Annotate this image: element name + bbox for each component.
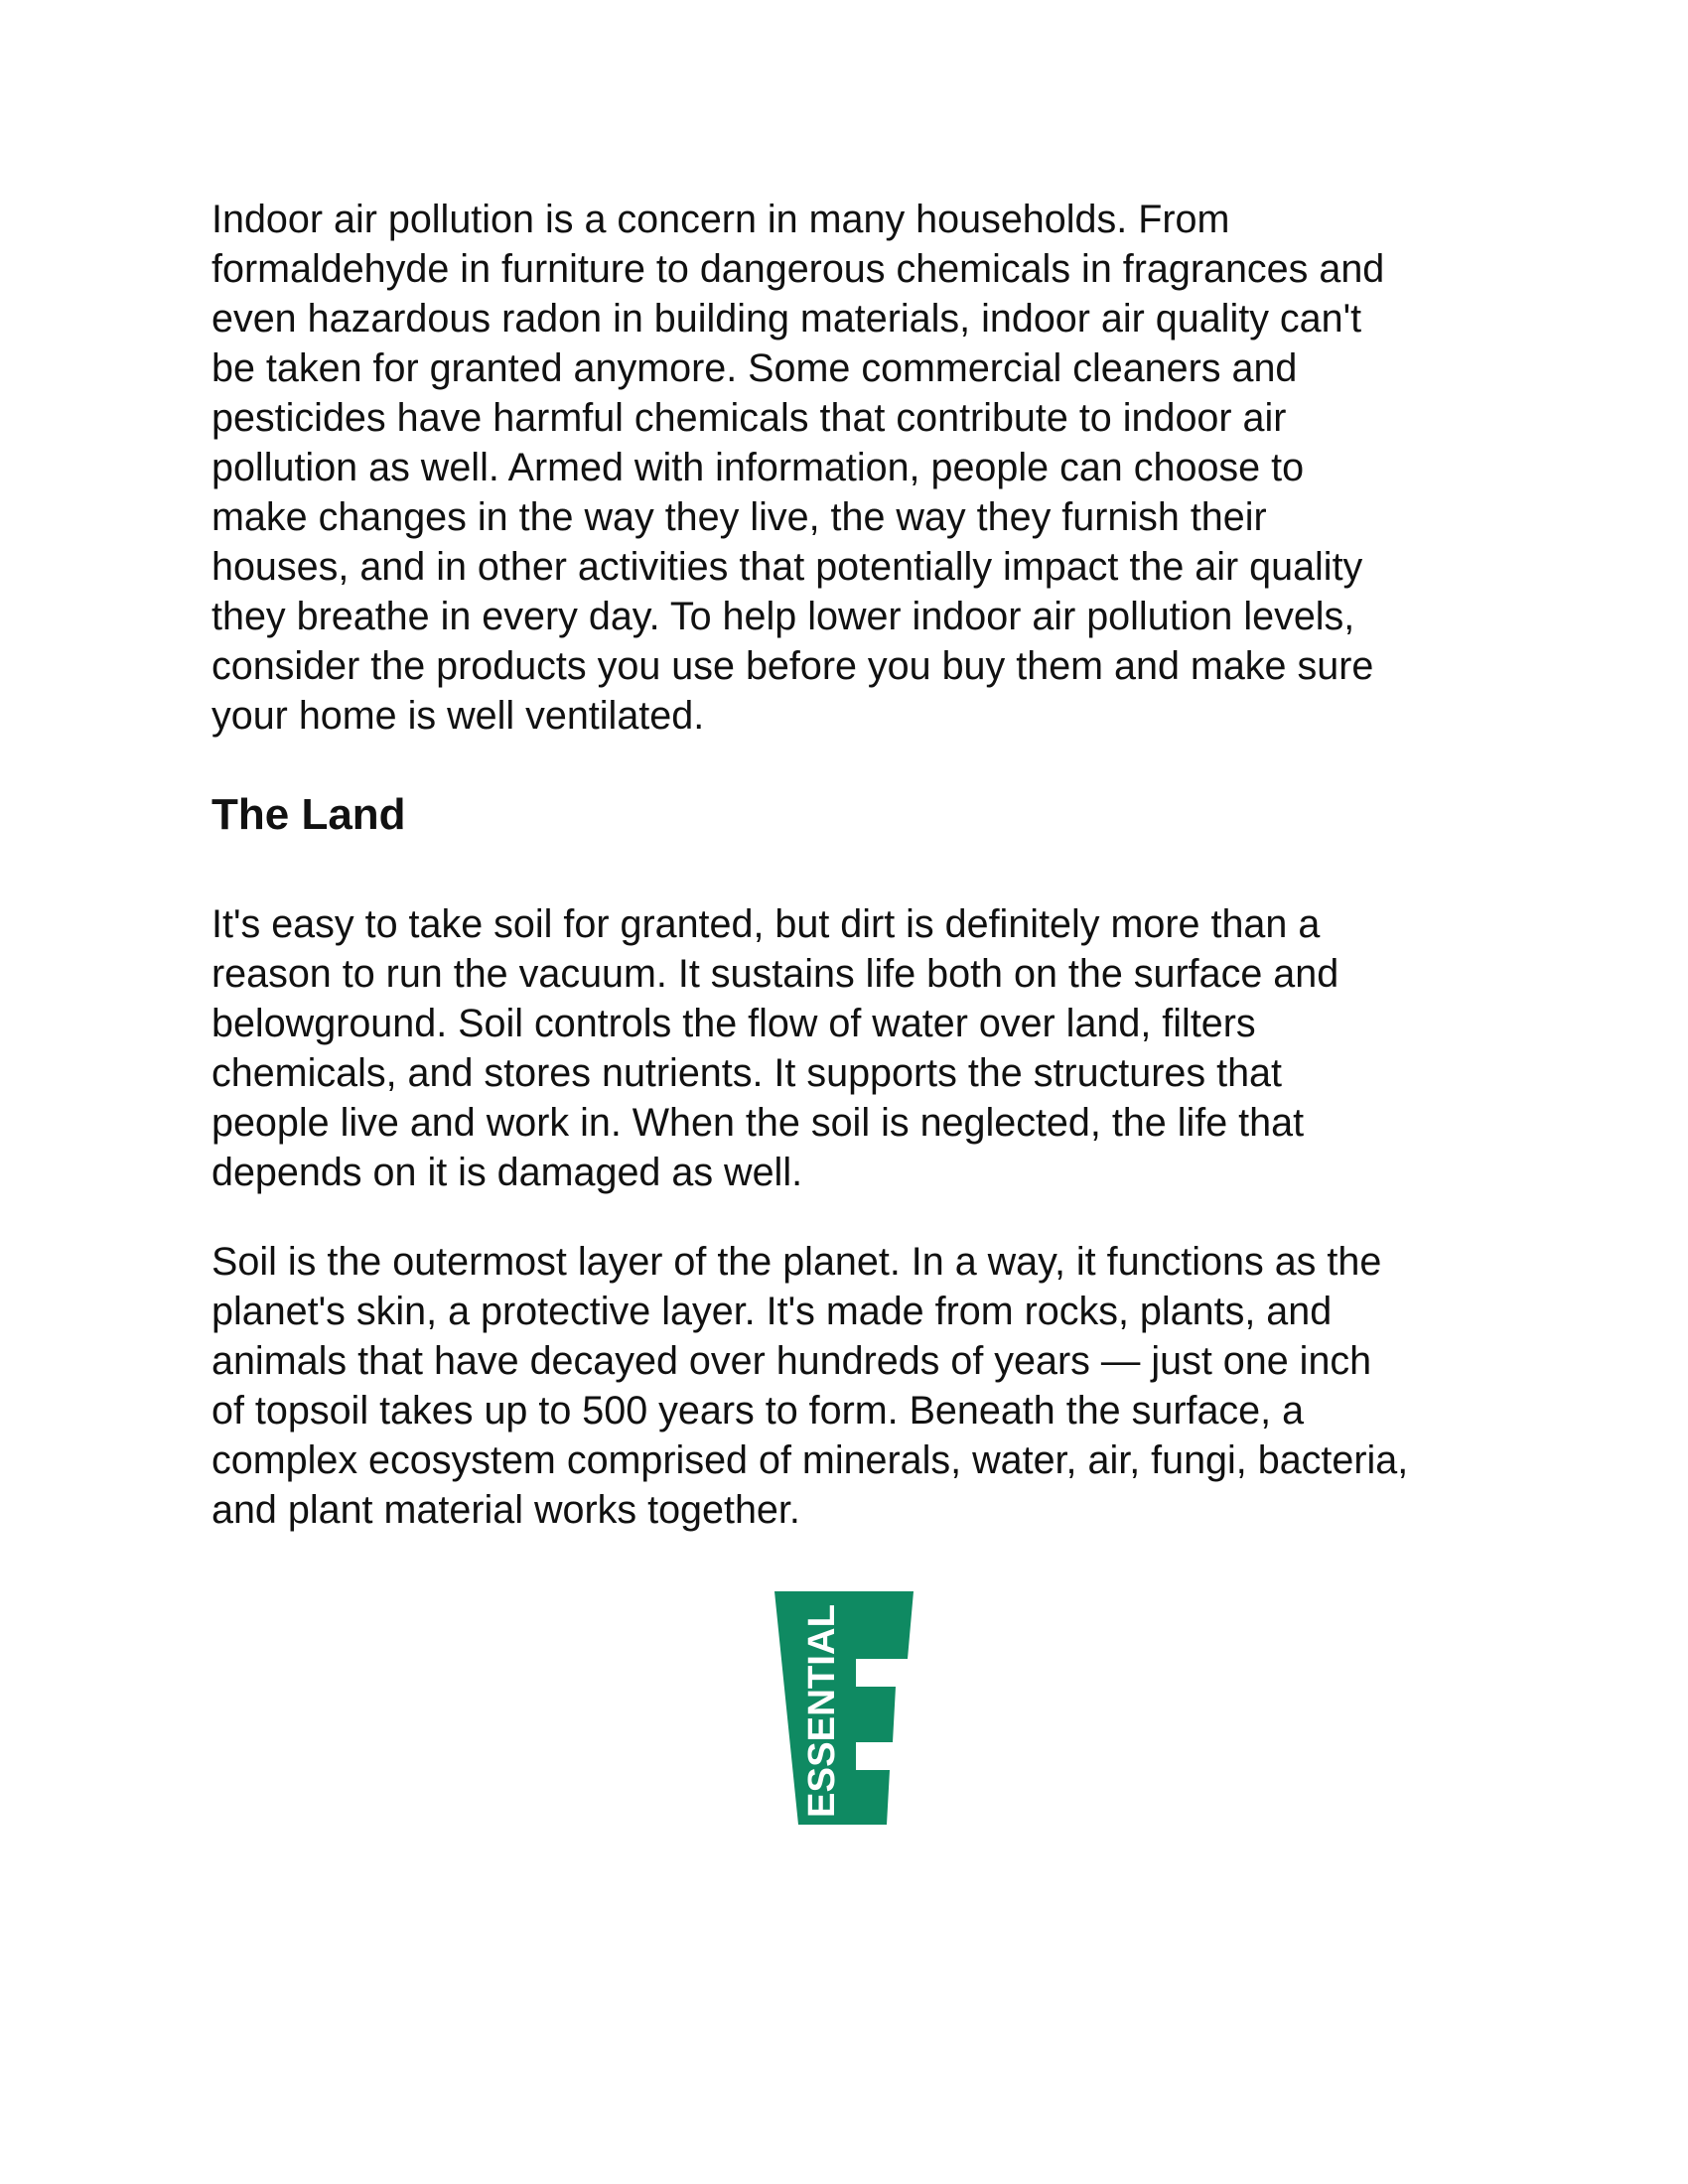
- section-heading: The Land: [211, 790, 406, 839]
- logo-e-shape: [774, 1591, 914, 1825]
- paragraph-soil-layer: Soil is the outermost layer of the planet. In a way, it functions as the planet's skin, a protective layer. It's made from rocks, plants, and animals that have decayed over hundreds of years — just one inch of topsoil takes up to 500 years to form. Beneath the surface, a complex ecosystem comprised of minerals, water, air, fungi, bacteria, and plant material works together.: [211, 1240, 1409, 1532]
- document-body: [211, 195, 1502, 1535]
- section-heading-wrapper: [211, 788, 1502, 842]
- paragraph-soil-intro: It's easy to take soil for granted, but dirt is definitely more than a reason to run the vacuum. It sustains life both on the surface and belowground. Soil controls the flow of water over land, filters chemicals, and stores nutrients. It supports the structures that people live and work in. When the soil is neglected, the life that depends on it is damaged as well.: [211, 902, 1339, 1194]
- paragraph-indoor-air: Indoor air pollution is a concern in many households. From formaldehyde in furniture to dangerous chemicals in fragrances and even hazardous radon in building materials, indoor air quality can't be taken for granted anymore. Some commercial cleaners and pesticides have harmful chemicals that contribute to indoor air pollution as well. Armed with information, people can choose to make changes in the way they live, the way they furnish their houses, and in other activities that potentially impact the air quality they breathe in every day. To help lower indoor air pollution levels, consider the products you use before you buy them and make sure your home is well ventilated.: [211, 198, 1385, 738]
- logo-wordmark: ESSENTIAL: [801, 1605, 843, 1818]
- essential-logo: [774, 1591, 923, 1825]
